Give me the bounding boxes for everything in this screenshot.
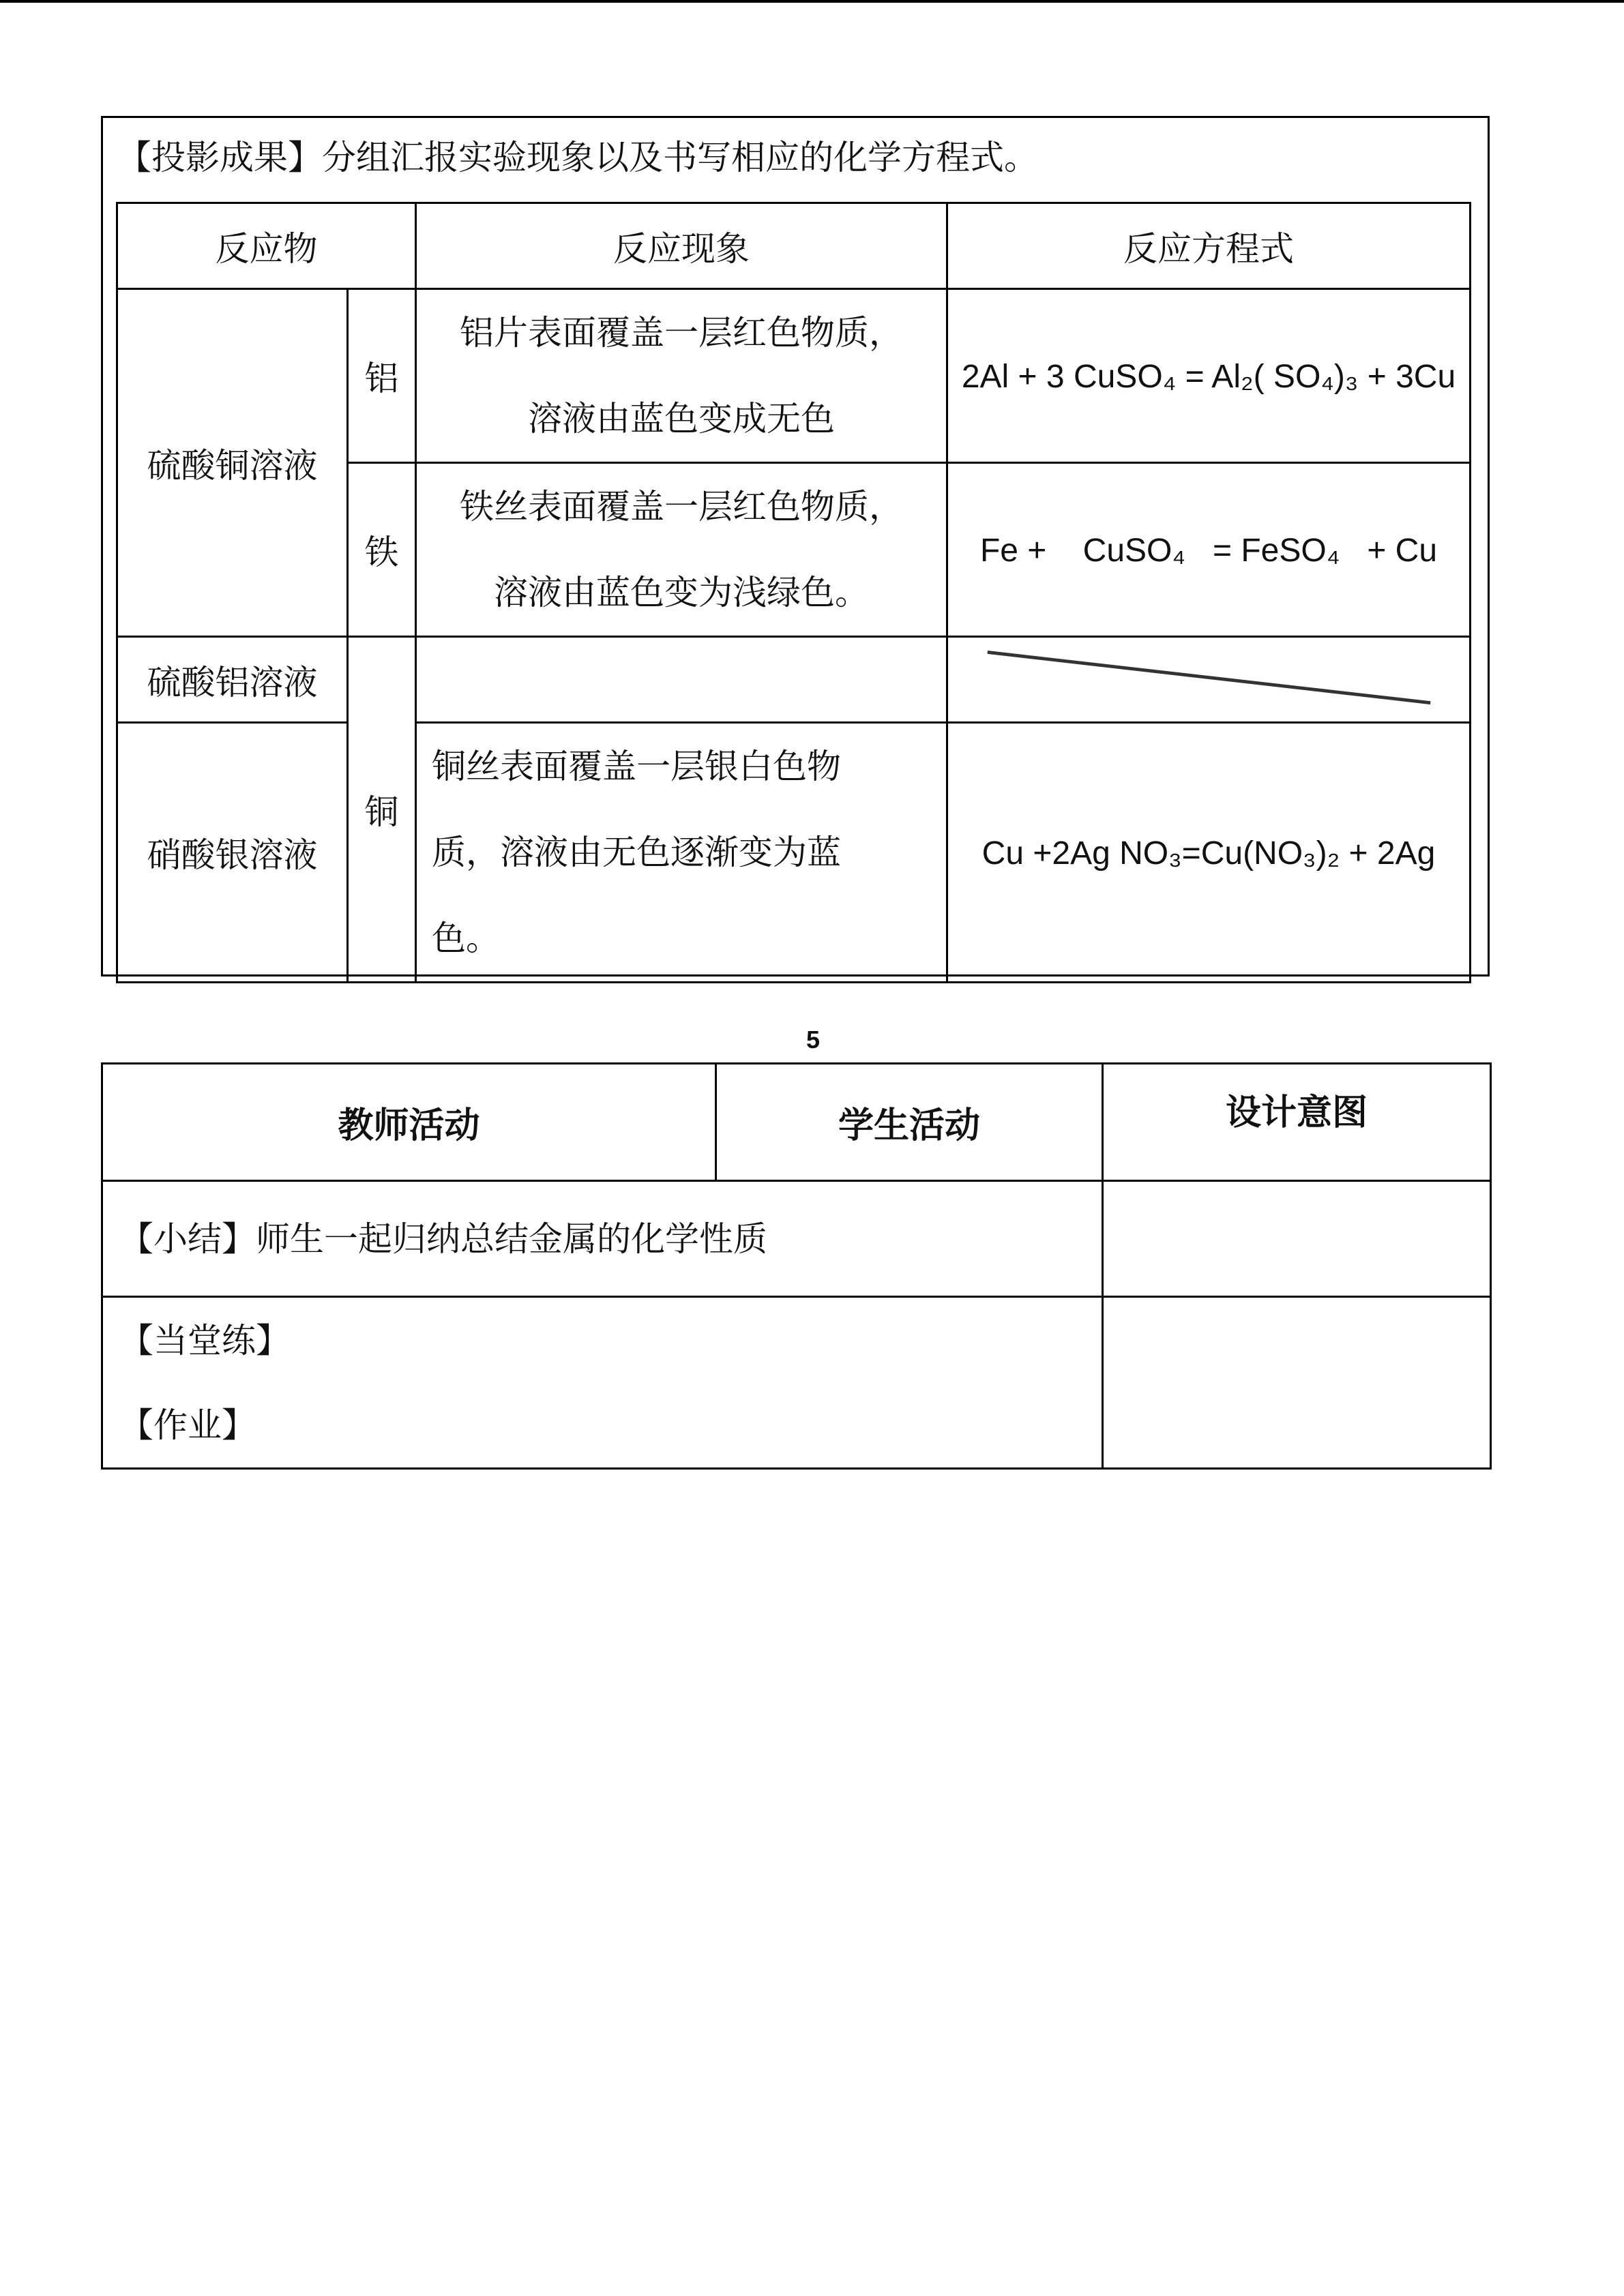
phenomenon-line: 溶液由蓝色变为浅绿色。 — [494, 573, 869, 612]
header-reactant: 反应物 — [117, 203, 416, 289]
plan-header-row — [102, 1064, 1491, 1181]
metal-aluminum: 铝 — [348, 289, 416, 463]
homework-text: 【作业】 — [119, 1405, 256, 1445]
metal-iron: 铁 — [348, 463, 416, 637]
practice-text: 【当堂练】 — [119, 1320, 290, 1360]
phenomenon-line: 铝片表面覆盖一层红色物质， — [460, 313, 903, 353]
summary-text: 【小结】师生一起归纳总结金属的化学性质 — [119, 1219, 767, 1259]
table-row — [117, 289, 1471, 463]
metal-copper: 铜 — [348, 637, 416, 983]
solution-silver-nitrate: 硝酸银溶液 — [117, 723, 348, 983]
table-row — [117, 637, 1471, 723]
solution-aluminum-sulfate: 硫酸铝溶液 — [117, 637, 348, 723]
equation-aluminum — [947, 289, 1471, 463]
intro-text: 【投影成果】分组汇报实验现象以及书写相应的化学方程式。 — [117, 138, 1038, 177]
table-row — [117, 723, 1471, 983]
phenomenon-line: 铁丝表面覆盖一层红色物质， — [460, 487, 903, 526]
header-student-activity: 学生活动 — [716, 1064, 1103, 1181]
reaction-table — [116, 202, 1471, 983]
page-number: 5 — [806, 1026, 821, 1054]
phenomenon-line: 质，溶液由无色逐渐变为蓝 — [432, 833, 841, 872]
plan-row — [102, 1181, 1491, 1297]
phenomenon-line: 溶液由蓝色变成无色 — [528, 399, 835, 438]
intent-cell-empty — [1103, 1297, 1491, 1469]
phenomenon-copper-silver — [416, 723, 947, 983]
plan-row — [102, 1297, 1491, 1469]
equation-copper-silver — [947, 723, 1471, 983]
phenomenon-empty — [416, 637, 947, 723]
practice-homework-cell — [102, 1297, 1103, 1469]
no-reaction-cell — [947, 637, 1471, 723]
phenomenon-line: 铜丝表面覆盖一层银白色物 — [432, 747, 841, 786]
equation-text: Cu +2Ag NO₃=Cu(NO₃)₂ + 2Ag — [981, 835, 1436, 871]
header-teacher-activity: 教师活动 — [102, 1064, 716, 1181]
table-header-row — [117, 203, 1471, 289]
equation-iron — [947, 463, 1471, 637]
phenomenon-line: 色。 — [432, 919, 500, 958]
top-border-line — [0, 0, 1624, 3]
no-reaction-slash — [948, 638, 1469, 721]
lesson-plan-table — [101, 1062, 1492, 1470]
phenomenon-iron — [416, 463, 947, 637]
header-phenomenon: 反应现象 — [416, 203, 947, 289]
equation-text: Fe + CuSO₄ = FeSO₄ + Cu — [979, 533, 1438, 569]
summary-cell — [102, 1181, 1103, 1297]
solution-copper-sulfate: 硫酸铜溶液 — [117, 289, 348, 637]
equation-text: 2Al + 3 CuSO₄ = Al₂( SO₄)₃ + 3Cu — [961, 359, 1456, 395]
phenomenon-aluminum — [416, 289, 947, 463]
intent-cell-empty — [1103, 1181, 1491, 1297]
header-design-intent: 设计意图 — [1103, 1064, 1491, 1181]
header-equation: 反应方程式 — [947, 203, 1471, 289]
